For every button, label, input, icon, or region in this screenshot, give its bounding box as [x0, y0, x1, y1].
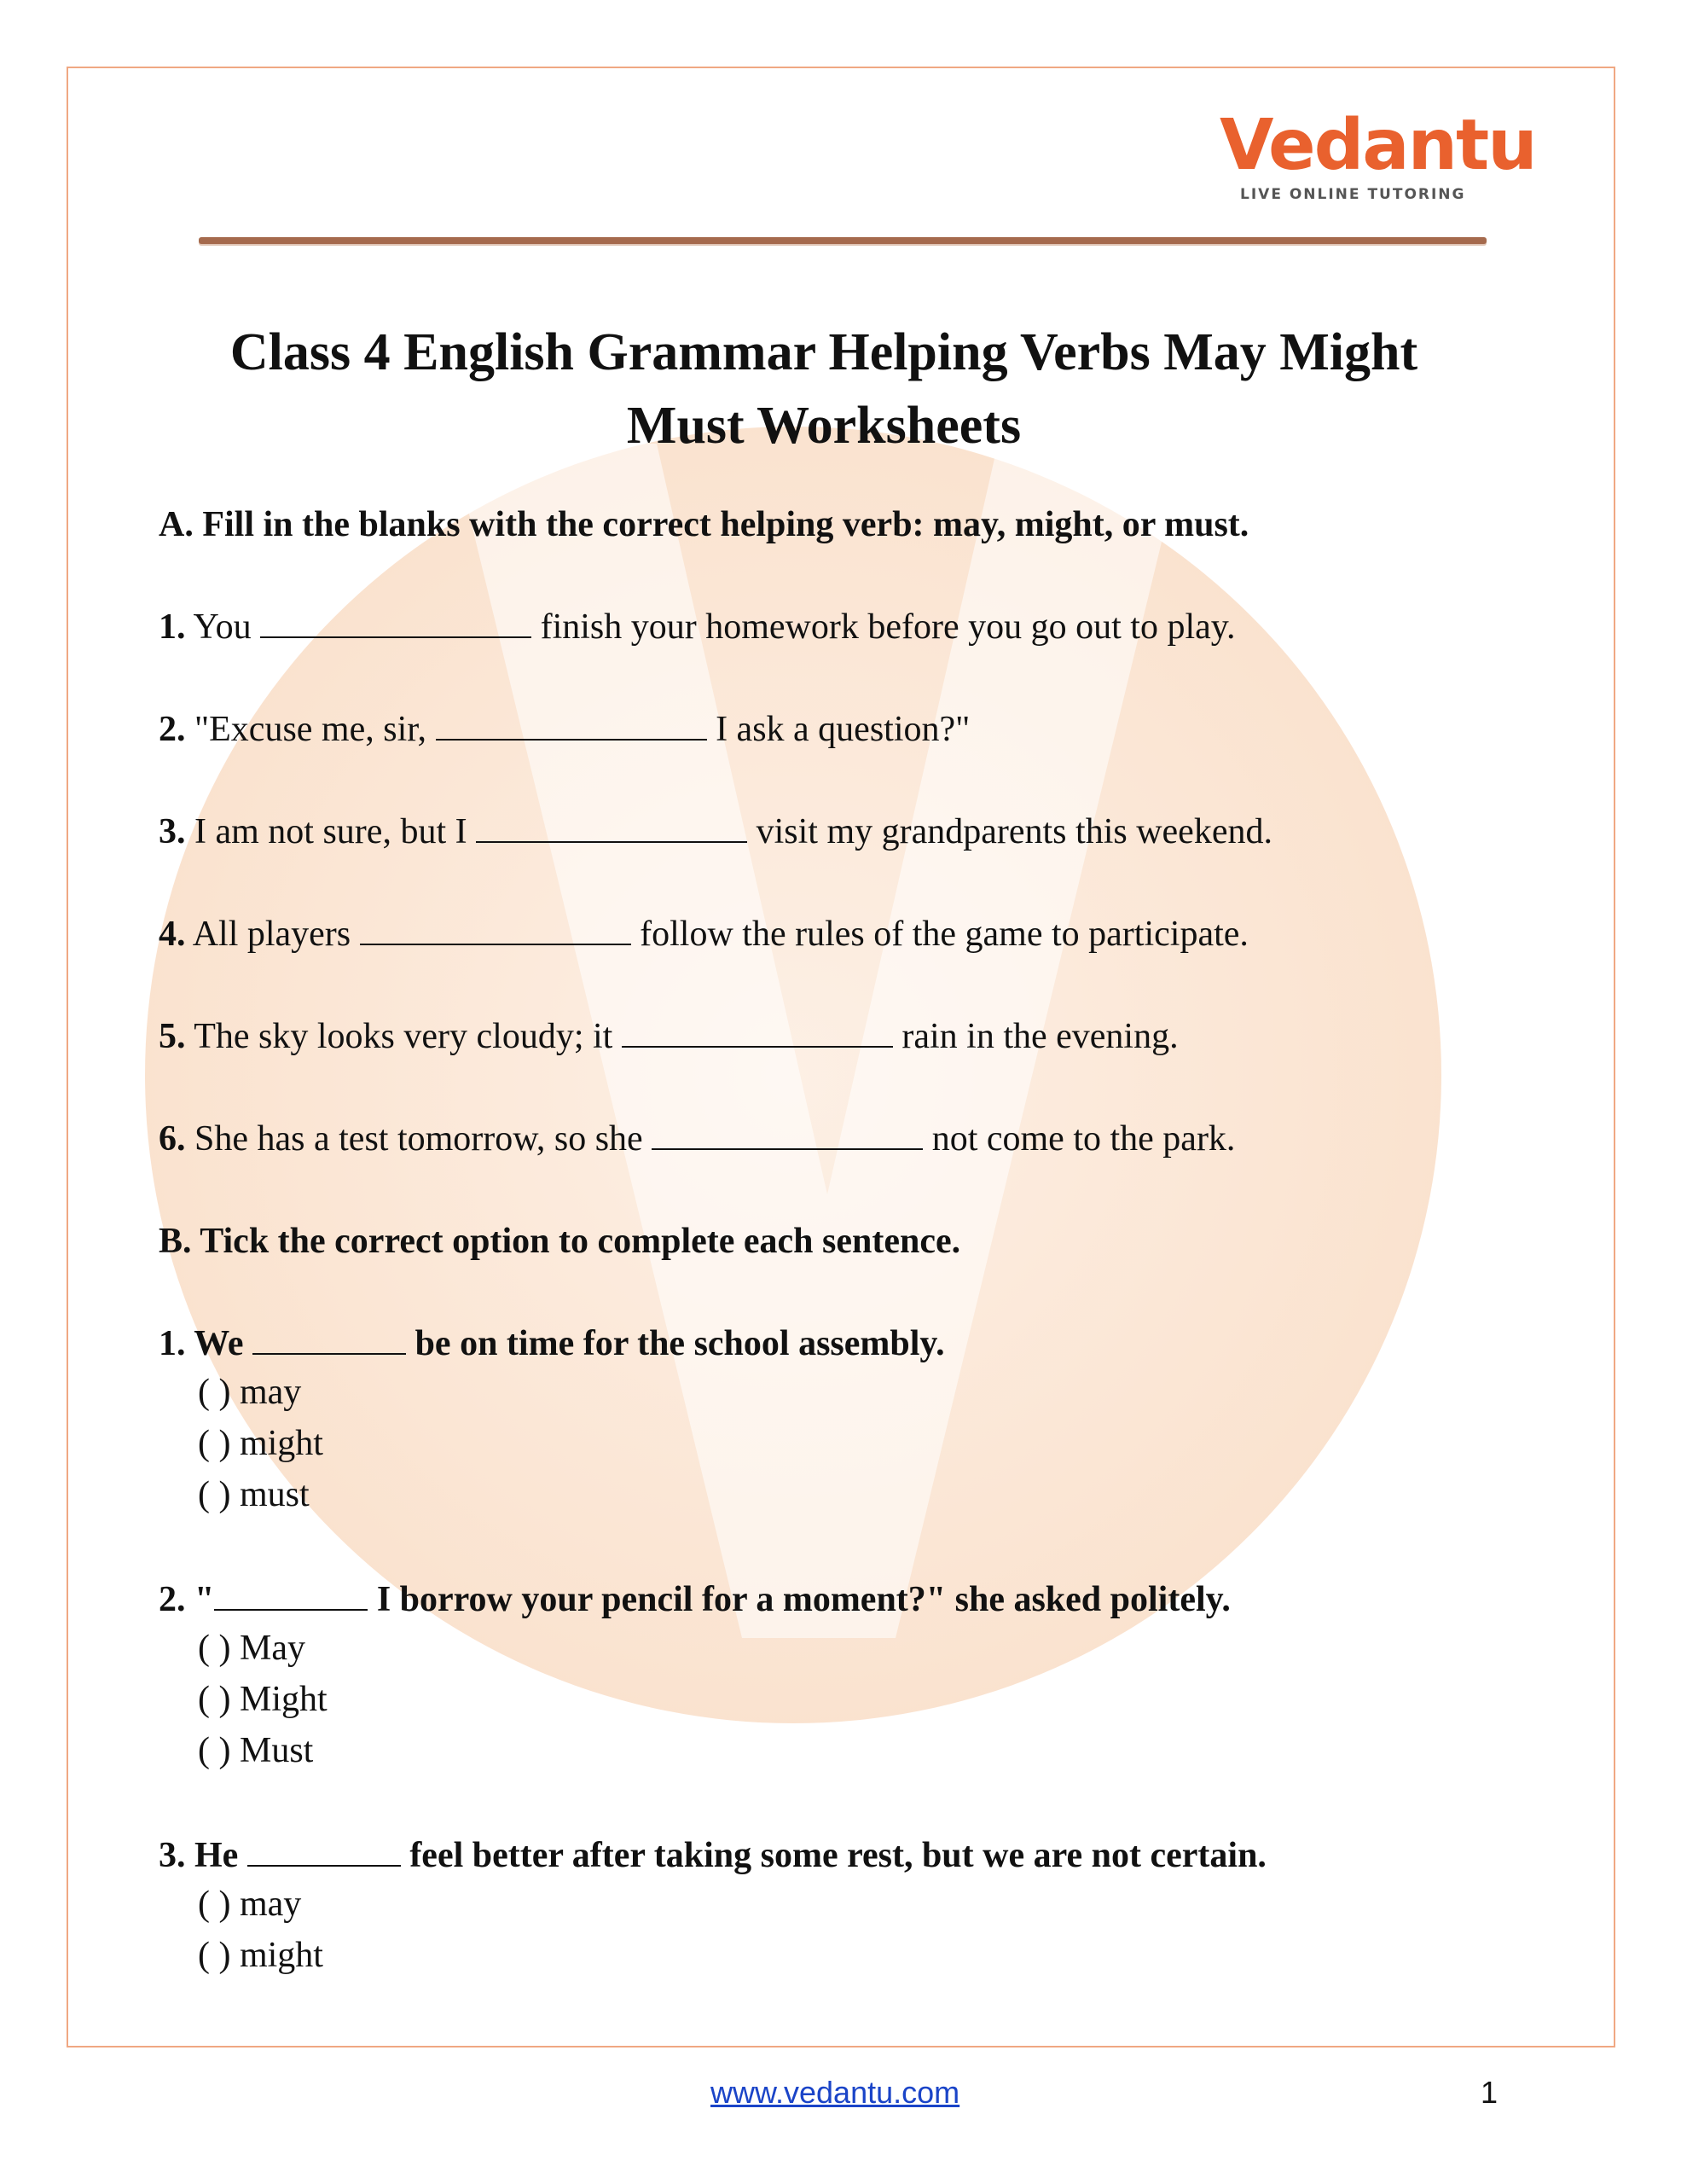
question-text-before: All players	[192, 915, 351, 954]
question-text-before: You	[193, 607, 252, 647]
option-item[interactable]: ( ) might	[198, 1936, 323, 1975]
answer-blank[interactable]	[247, 1834, 401, 1867]
question-b2	[159, 1577, 1540, 1623]
option-item[interactable]: ( ) may	[198, 1373, 302, 1412]
question-text-before: We	[194, 1324, 244, 1363]
vedantu-logo	[1220, 105, 1536, 213]
section-a-heading: A. Fill in the blanks with the correct helping verb: may, might, or must.	[159, 505, 1249, 544]
option-item[interactable]: ( ) Must	[198, 1731, 314, 1770]
worksheet-content	[159, 316, 1540, 1981]
question-text-after: be on time for the school assembly.	[415, 1324, 945, 1363]
question-number: 6.	[159, 1119, 186, 1159]
logo-name: Vedantu	[1220, 105, 1536, 186]
option-item[interactable]: ( ) must	[198, 1475, 310, 1514]
question-a3	[159, 809, 1540, 855]
question-text-after: not come to the park.	[931, 1119, 1236, 1159]
page-number: 1	[1481, 2075, 1499, 2110]
question-number: 3.	[159, 1836, 186, 1875]
question-number: 1.	[159, 607, 186, 647]
footer-website-link[interactable]: www.vedantu.com	[710, 2075, 960, 2110]
question-text-before: "Excuse me, sir,	[194, 710, 427, 749]
question-text-after: rain in the evening.	[901, 1017, 1179, 1056]
question-text-before: I am not sure, but I	[194, 812, 467, 851]
question-a6	[159, 1116, 1540, 1162]
question-a1	[159, 604, 1540, 650]
question-text-after: finish your homework before you go out to play.	[540, 607, 1236, 647]
answer-blank[interactable]	[360, 913, 631, 945]
option-item[interactable]: ( ) may	[198, 1885, 302, 1924]
question-a5	[159, 1014, 1540, 1060]
question-number: 2.	[159, 710, 186, 749]
option-item[interactable]: ( ) might	[198, 1424, 323, 1463]
question-number: 2.	[159, 1580, 186, 1619]
question-b1	[159, 1321, 1540, 1367]
question-text-before: He	[194, 1836, 239, 1875]
answer-blank[interactable]	[652, 1118, 923, 1150]
answer-blank[interactable]	[436, 708, 707, 741]
question-number: 4.	[159, 915, 186, 954]
answer-blank[interactable]	[260, 606, 531, 638]
question-text-after: follow the rules of the game to participate.	[640, 915, 1249, 954]
question-a2	[159, 706, 1540, 752]
title-line-2: Must Worksheets	[626, 397, 1022, 455]
question-text-after: I borrow your pencil for a moment?" she asked politely.	[376, 1580, 1231, 1619]
question-text-after: feel better after taking some rest, but we are not certain.	[409, 1836, 1267, 1875]
question-text-after: I ask a question?"	[716, 710, 971, 749]
answer-blank[interactable]	[252, 1322, 406, 1355]
question-a4	[159, 911, 1540, 957]
option-item[interactable]: ( ) Might	[198, 1680, 328, 1719]
question-text-before: "	[194, 1580, 215, 1619]
section-b-heading: B. Tick the correct option to complete each sentence.	[159, 1222, 961, 1261]
question-text-after: visit my grandparents this weekend.	[756, 812, 1272, 851]
question-text-before: She has a test tomorrow, so she	[194, 1119, 643, 1159]
header-divider	[199, 237, 1487, 244]
page-title	[159, 316, 1489, 462]
logo-tagline: LIVE ONLINE TUTORING	[1240, 186, 1466, 203]
question-b3	[159, 1833, 1540, 1879]
answer-blank[interactable]	[476, 810, 747, 843]
question-number: 3.	[159, 812, 186, 851]
question-text-before: The sky looks very cloudy; it	[194, 1017, 613, 1056]
option-item[interactable]: ( ) May	[198, 1629, 305, 1668]
answer-blank[interactable]	[214, 1578, 368, 1611]
title-line-1: Class 4 English Grammar Helping Verbs May Might	[229, 323, 1418, 381]
answer-blank[interactable]	[622, 1015, 893, 1048]
question-number: 5.	[159, 1017, 186, 1056]
question-number: 1.	[159, 1324, 186, 1363]
